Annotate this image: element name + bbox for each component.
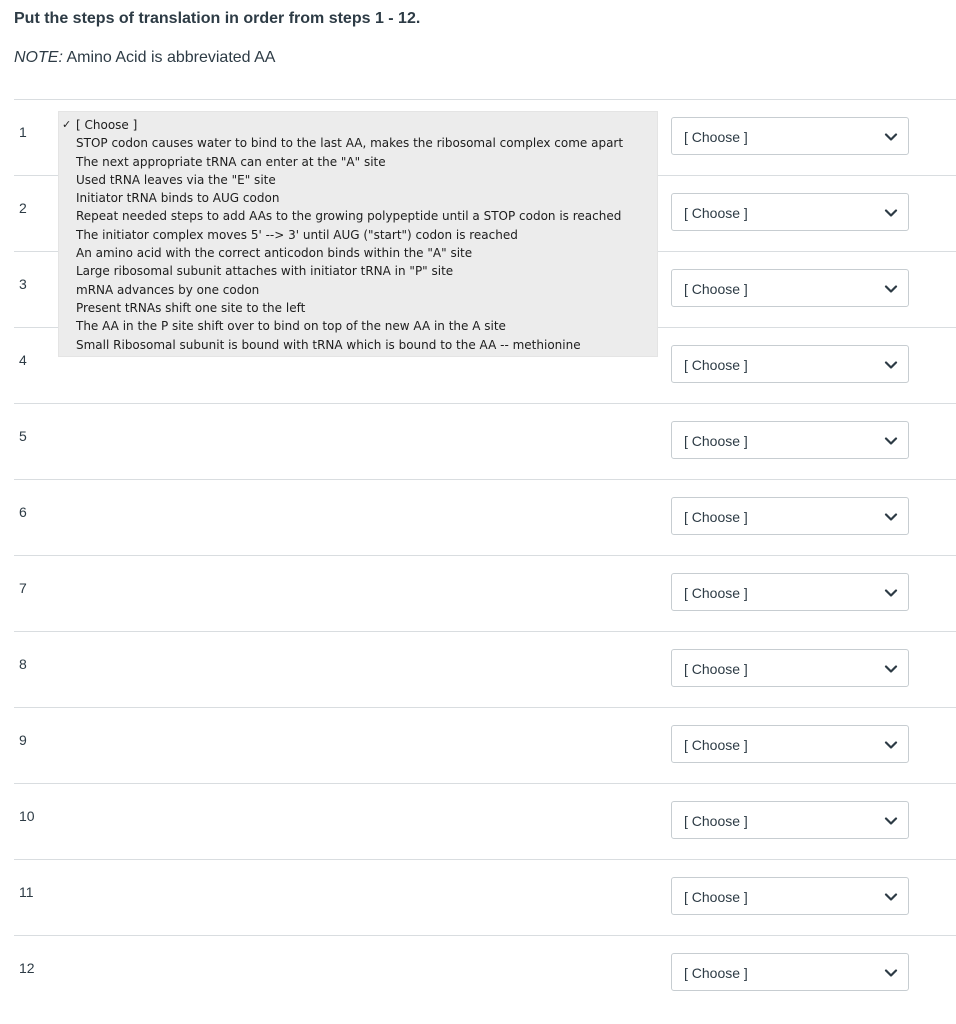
row-number: 6 [19,504,27,520]
matching-row [14,859,956,935]
dropdown-option[interactable]: The initiator complex moves 5' --> 3' until AUG ("start") codon is reached [76,227,518,242]
dropdown-option[interactable]: STOP codon causes water to bind to the last AA, makes the ribosomal complex come apart [76,136,624,151]
select-value: [ Choose ] [684,661,748,677]
option-label: [ Choose ] [76,118,138,132]
step-select[interactable] [671,345,909,383]
row-number: 8 [19,656,27,672]
matching-row [14,479,956,555]
step-select[interactable] [671,649,909,687]
matching-row [14,555,956,631]
chevron-down-icon [884,510,898,524]
note-text: Amino Acid is abbreviated AA [62,49,276,66]
select-value: [ Choose ] [684,813,748,829]
row-number: 3 [19,276,27,292]
step-select[interactable] [671,953,909,991]
row-number: 2 [19,200,27,216]
row-number: 1 [19,124,27,140]
row-number: 12 [19,960,35,976]
step-select[interactable] [671,269,909,307]
chevron-down-icon [884,814,898,828]
chevron-down-icon [884,890,898,904]
chevron-down-icon [884,966,898,980]
select-value: [ Choose ] [684,357,748,373]
dropdown-option[interactable]: The next appropriate tRNA can enter at the "A" site [76,154,386,169]
matching-row [14,783,956,859]
select-value: [ Choose ] [684,129,748,145]
chevron-down-icon [884,130,898,144]
chevron-down-icon [884,586,898,600]
row-number: 11 [19,884,34,900]
chevron-down-icon [884,434,898,448]
matching-row [14,403,956,479]
select-value: [ Choose ] [684,509,748,525]
matching-row [14,631,956,707]
check-icon: ✓ [62,118,72,131]
dropdown-menu [58,111,658,357]
chevron-down-icon [884,206,898,220]
select-value: [ Choose ] [684,433,748,449]
row-number: 7 [19,580,27,596]
step-select[interactable] [671,877,909,915]
chevron-down-icon [884,282,898,296]
step-select[interactable] [671,573,909,611]
chevron-down-icon [884,358,898,372]
select-value: [ Choose ] [684,965,748,981]
select-value: [ Choose ] [684,889,748,905]
step-select[interactable] [671,801,909,839]
matching-row [14,707,956,783]
question-title: Put the steps of translation in order from steps 1 - 12. [14,10,421,27]
select-value: [ Choose ] [684,281,748,297]
step-select[interactable] [671,725,909,763]
step-select[interactable] [671,497,909,535]
chevron-down-icon [884,738,898,752]
dropdown-option[interactable]: An amino acid with the correct anticodon binds within the "A" site [76,246,473,261]
note-label: NOTE: [14,49,63,66]
dropdown-option[interactable]: Repeat needed steps to add AAs to the growing polypeptide until a STOP codon is reached [76,209,622,224]
row-number: 5 [19,428,27,444]
step-select[interactable] [671,421,909,459]
dropdown-option[interactable]: Large ribosomal subunit attaches with initiator tRNA in "P" site [76,264,454,279]
chevron-down-icon [884,662,898,676]
step-select[interactable] [671,117,909,155]
step-select[interactable] [671,193,909,231]
dropdown-option-selected[interactable] [59,116,657,134]
dropdown-option[interactable]: Initiator tRNA binds to AUG codon [76,191,280,206]
dropdown-option[interactable]: Used tRNA leaves via the "E" site [76,172,276,187]
row-number: 9 [19,732,27,748]
select-value: [ Choose ] [684,205,748,221]
select-value: [ Choose ] [684,737,748,753]
dropdown-option[interactable]: mRNA advances by one codon [76,282,260,297]
row-number: 10 [19,808,35,824]
row-number: 4 [19,352,27,368]
dropdown-option[interactable]: Small Ribosomal subunit is bound with tRNA which is bound to the AA -- methionine [76,337,581,352]
dropdown-option[interactable]: Present tRNAs shift one site to the left [76,300,306,315]
question-note [14,49,275,67]
matching-row [14,935,956,1011]
select-value: [ Choose ] [684,585,748,601]
dropdown-option[interactable]: The AA in the P site shift over to bind on top of the new AA in the A site [76,319,506,334]
